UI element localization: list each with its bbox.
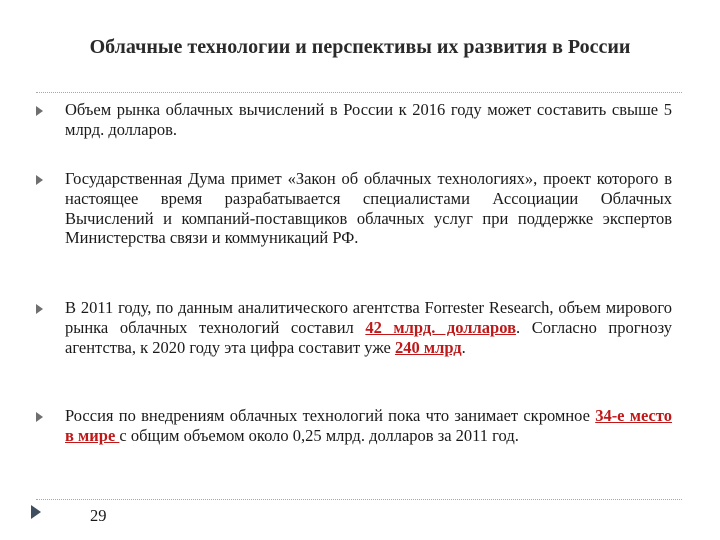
slide-title: Облачные технологии и перспективы их развития в России [89, 36, 631, 58]
triangle-bullet-icon [36, 412, 43, 422]
footer-triangle-icon [31, 505, 41, 519]
bullet-text [65, 298, 672, 357]
bullet-text: Объем рынка облачных вычислений в России к 2016 году может составить свыше 5 млрд. долларов. [65, 100, 672, 139]
bullet-text-part: Россия по внедрениям облачных технологий пока что занимает скромное [65, 406, 596, 425]
triangle-bullet-icon [36, 175, 43, 185]
page-number: 29 [90, 506, 107, 525]
triangle-bullet-icon [36, 106, 43, 116]
bullet-text [65, 406, 672, 446]
highlight-global-market-2011: 42 млрд. долларов [365, 317, 516, 337]
title-divider [36, 92, 682, 93]
footer-divider [36, 499, 682, 500]
bullet-text: Государственная Дума примет «Закон об облачных технологиях», проект которого в настоящее время разрабатывается специалистами Ассоциации Облачных Вычислений и компаний-поставщиков облачных услуг при поддержке экспертов Министерства связи и коммуникаций РФ. [65, 169, 672, 248]
bullet-text-part: В 2011 году, по данным аналитического агентства Forrester Research, объем мирового рынка облачных технологий составил [65, 298, 672, 337]
triangle-bullet-icon [36, 304, 43, 314]
highlight-world-rank: 34-е место в мире [65, 406, 672, 445]
bullet-text-part: . [461, 337, 466, 357]
bullet-text-part: . Согласно прогнозу агентства, к 2020 году эта цифра составит уже [65, 317, 673, 357]
bullet-text-part: с общим объемом около 0,25 млрд. долларов за 2011 год. [119, 425, 519, 445]
highlight-forecast-2020: 240 млрд [394, 337, 462, 357]
